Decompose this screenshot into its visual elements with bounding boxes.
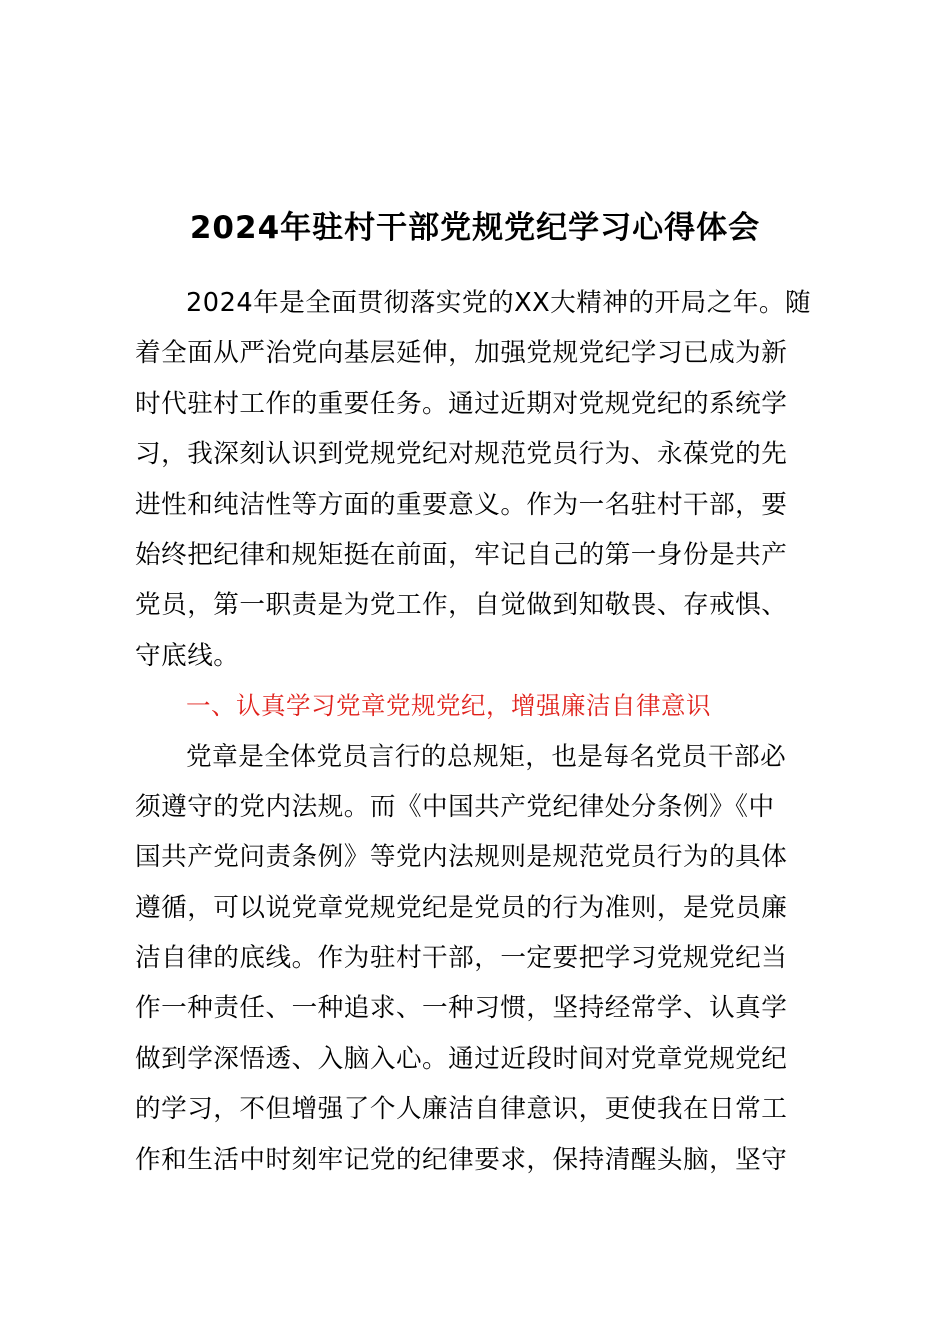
paragraph-line: 始终把纪律和规矩挺在前面，牢记自己的第一身份是共产 <box>135 539 788 570</box>
paragraph-line: 作一种责任、一种追求、一种习惯，坚持经常学、认真学 <box>135 993 788 1024</box>
paragraph-line: 2024年是全面贯彻落实党的XX大精神的开局之年。随 <box>186 288 812 318</box>
document-title: 2024年驻村干部党规党纪学习心得体会 <box>189 210 761 246</box>
paragraph-line: 须遵守的党内法规。而《中国共产党纪律处分条例》《中 <box>135 791 775 822</box>
document-body <box>0 278 950 1185</box>
paragraph-line: 时代驻村工作的重要任务。通过近期对党规党纪的系统学 <box>135 388 788 419</box>
paragraph-line: 着全面从严治党向基层延伸，加强党规党纪学习已成为新 <box>135 338 788 369</box>
paragraph-line: 国共产党问责条例》等党内法规则是规范党员行为的具体 <box>135 842 788 873</box>
paragraph-line: 作和生活中时刻牢记党的纪律要求，保持清醒头脑，坚守 <box>135 1144 788 1175</box>
paragraph-line: 党员，第一职责是为党工作，自觉做到知敬畏、存戒惧、 <box>135 590 788 621</box>
paragraph-line: 守底线。 <box>135 640 240 671</box>
paragraph-line: 的学习，不但增强了个人廉洁自律意识，更使我在日常工 <box>135 1094 788 1125</box>
paragraph-line: 进性和纯洁性等方面的重要意义。作为一名驻村干部，要 <box>135 489 788 520</box>
paragraph-line: 习，我深刻认识到党规党纪对规范党员行为、永葆党的先 <box>135 439 788 470</box>
section-heading: 一、认真学习党章党规党纪，增强廉洁自律意识 <box>186 691 711 721</box>
paragraph-line: 做到学深悟透、入脑入心。通过近段时间对党章党规党纪 <box>135 1043 788 1074</box>
paragraph-line: 遵循，可以说党章党规党纪是党员的行为准则，是党员廉 <box>135 892 788 923</box>
paragraph-line: 洁自律的底线。作为驻村干部，一定要把学习党规党纪当 <box>135 943 788 974</box>
paragraph-line: 党章是全体党员言行的总规矩，也是每名党员干部必 <box>186 741 787 772</box>
